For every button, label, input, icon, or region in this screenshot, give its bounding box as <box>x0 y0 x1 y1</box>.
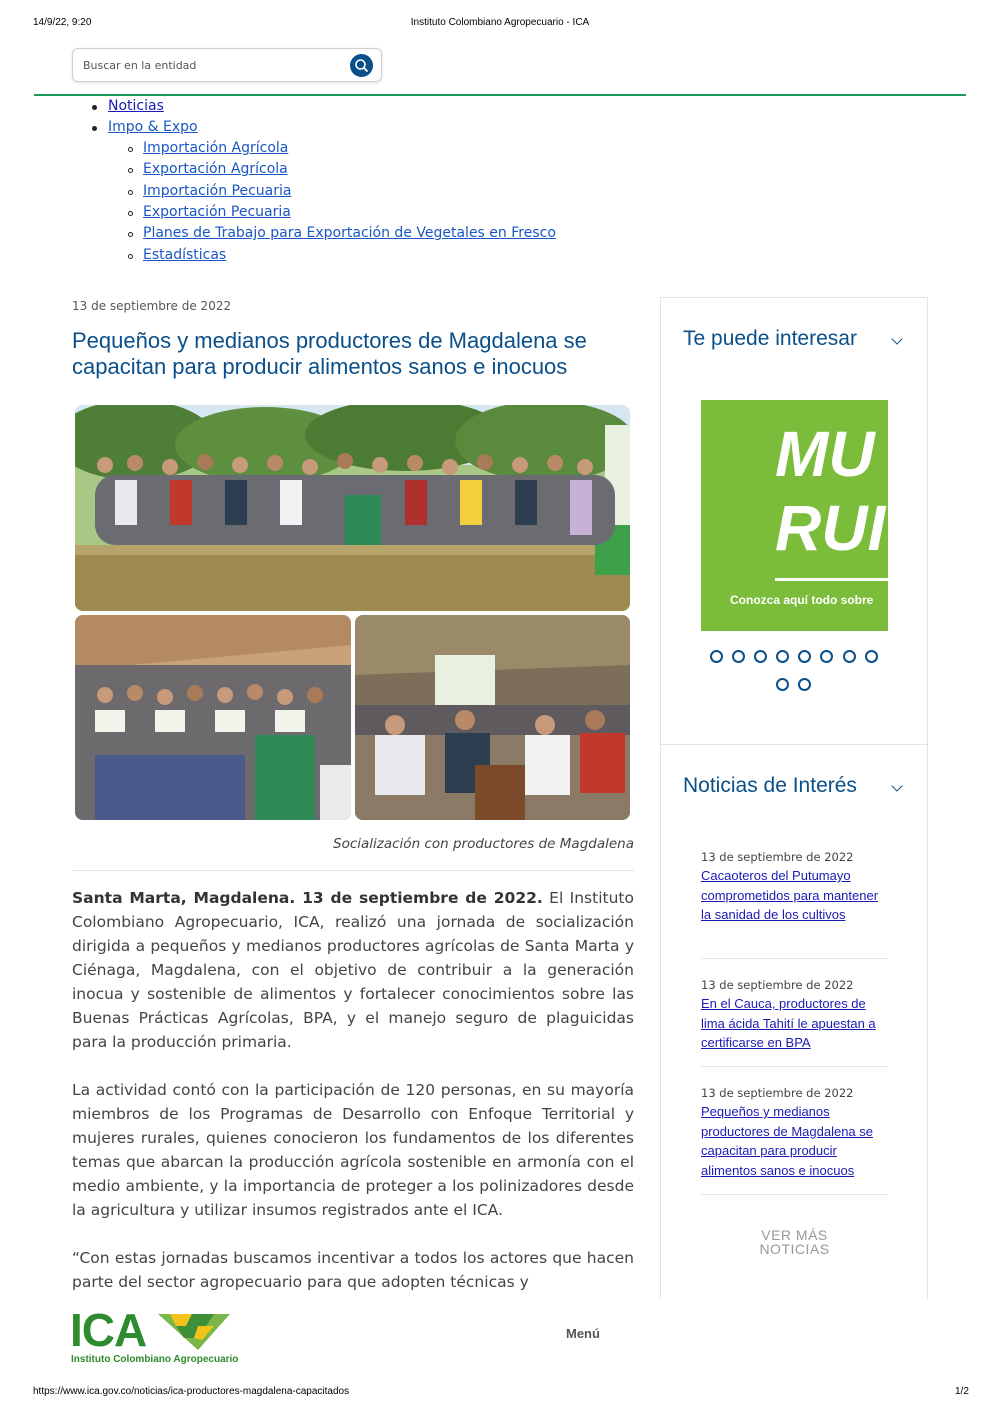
article-paragraph-2 <box>72 1078 634 1222</box>
article-paragraph-3 <box>72 1246 634 1294</box>
nav-item-importacion-agricola[interactable]: Importación Agrícola <box>143 140 289 156</box>
nav-sub-bullet <box>128 232 133 237</box>
nav-sub-bullet <box>128 211 133 216</box>
photo-caption: Socialización con productores de Magdalena <box>333 836 634 852</box>
nav-item-impo-expo[interactable]: Impo & Expo <box>108 119 198 135</box>
paragraph-lead: Santa Marta, Magdalena. 13 de septiembre de 2022. <box>72 889 543 907</box>
search-bar <box>72 48 382 82</box>
see-more-news-button[interactable] <box>701 1228 888 1256</box>
news-item-date: 13 de septiembre de 2022 <box>701 850 854 864</box>
group-photo-top <box>75 405 630 611</box>
news-item-link[interactable]: Cacaoteros del Putumayo comprometidos para mantener la sanidad de los cultivos <box>701 868 879 922</box>
nav-item-estadisticas[interactable]: Estadísticas <box>143 247 227 263</box>
nav-item-importacion-pecuaria[interactable]: Importación Pecuaria <box>143 183 292 199</box>
see-more-line2: NOTICIAS <box>759 1241 830 1257</box>
carousel-dot[interactable] <box>798 650 811 663</box>
caption-divider <box>72 870 634 871</box>
nav-item-exportacion-agricola[interactable]: Exportación Agrícola <box>143 161 288 177</box>
menu-button[interactable]: Menú <box>566 1326 600 1341</box>
sidebar-divider <box>660 744 928 745</box>
print-page-number: 1/2 <box>955 1386 969 1397</box>
carousel-dot[interactable] <box>865 650 878 663</box>
news-item-link[interactable]: Pequeños y medianos productores de Magdalena se capacitan para producir alimentos sanos e inocuos <box>701 1104 874 1178</box>
nav-bullet <box>92 126 97 131</box>
carousel-dot[interactable] <box>820 650 833 663</box>
paragraph-text: La actividad contó con la participación de 120 personas, en su mayoría miembros de los Programas de Desarrollo con Enfoque Territorial y mujeres rurales, quienes conocieron los fundamentos de los diferentes temas que abarcan la producción agrícola sostenible en armonía con el medio ambiente, y la importancia de proteger a los polinizadores desde la agricultura y utilizar insumos registrados ante el ICA. <box>72 1081 634 1219</box>
article-date: 13 de septiembre de 2022 <box>72 299 232 313</box>
news-separator <box>701 958 888 959</box>
ica-emblem-icon <box>158 1310 230 1352</box>
banner-title-line2: RUI <box>775 492 886 564</box>
carousel-dot[interactable] <box>754 650 767 663</box>
search-icon <box>350 54 373 77</box>
logo-subtitle: Instituto Colombiano Agropecuario <box>71 1354 239 1365</box>
see-more-line1: VER MÁS <box>761 1227 828 1243</box>
banner-rule <box>775 578 888 581</box>
nav-item-exportacion-pecuaria[interactable]: Exportación Pecuaria <box>143 204 291 220</box>
news-separator <box>701 1066 888 1067</box>
news-heading[interactable]: Noticias de Interés <box>683 774 857 797</box>
nav-sub-bullet <box>128 190 133 195</box>
group-photo-bottom-left <box>75 615 351 820</box>
paragraph-text: El Instituto Colombiano Agropecuario, ICA, realizó una jornada de socialización dirigida a pequeños y medianos productores agrícolas de Santa Marta y Ciénaga, Magdalena, con el objetivo de contribuir a la generación inocua y sostenible de alimentos y fortalecer conocimientos sobre las Buenas Prácticas Agrícolas, BPA, y el manejo seguro de plaguicidas para la producción primaria. <box>72 889 634 1051</box>
search-button[interactable] <box>350 54 373 77</box>
carousel-banner[interactable] <box>701 400 888 631</box>
print-url: https://www.ica.gov.co/noticias/ica-productores-magdalena-capacitados <box>33 1386 350 1397</box>
article-title: Pequeños y medianos productores de Magdalena se capacitan para producir alimentos sanos e inocuos <box>72 328 587 379</box>
print-datetime: 14/9/22, 9:20 <box>33 17 92 28</box>
print-page-title: Instituto Colombiano Agropecuario - ICA <box>410 17 590 28</box>
header-divider <box>34 94 966 96</box>
carousel-dot[interactable] <box>732 650 745 663</box>
interest-heading[interactable]: Te puede interesar <box>683 327 857 350</box>
news-separator <box>701 1194 888 1195</box>
nav-sub-bullet <box>128 168 133 173</box>
carousel-dot[interactable] <box>798 678 811 691</box>
carousel-dot[interactable] <box>776 650 789 663</box>
article-paragraph-1 <box>72 886 634 1054</box>
news-item-link[interactable]: En el Cauca, productores de lima ácida Tahití le apuestan a certificarse en BPA <box>701 996 876 1050</box>
ica-logo[interactable] <box>70 1304 240 1368</box>
logo-text: ICA <box>70 1304 147 1356</box>
carousel-dot[interactable] <box>843 650 856 663</box>
search-input[interactable] <box>83 56 343 74</box>
paragraph-text: “Con estas jornadas buscamos incentivar a todos los actores que hacen parte del sector agropecuario para que adopten técnicas y <box>72 1249 634 1291</box>
nav-bullet <box>92 105 97 110</box>
nav-item-planes-de-trabajo[interactable]: Planes de Trabajo para Exportación de Vegetales en Fresco <box>143 225 556 241</box>
carousel-dot[interactable] <box>710 650 723 663</box>
nav-item-noticias[interactable]: Noticias <box>108 98 164 114</box>
nav-sub-bullet <box>128 147 133 152</box>
nav-sub-bullet <box>128 254 133 259</box>
banner-title-line1: MU <box>775 418 875 490</box>
carousel-dot[interactable] <box>776 678 789 691</box>
group-photo-bottom-right <box>355 615 630 820</box>
news-item-date: 13 de septiembre de 2022 <box>701 978 854 992</box>
news-item-date: 13 de septiembre de 2022 <box>701 1086 854 1100</box>
banner-subtitle: Conozca aquí todo sobre <box>730 593 874 607</box>
